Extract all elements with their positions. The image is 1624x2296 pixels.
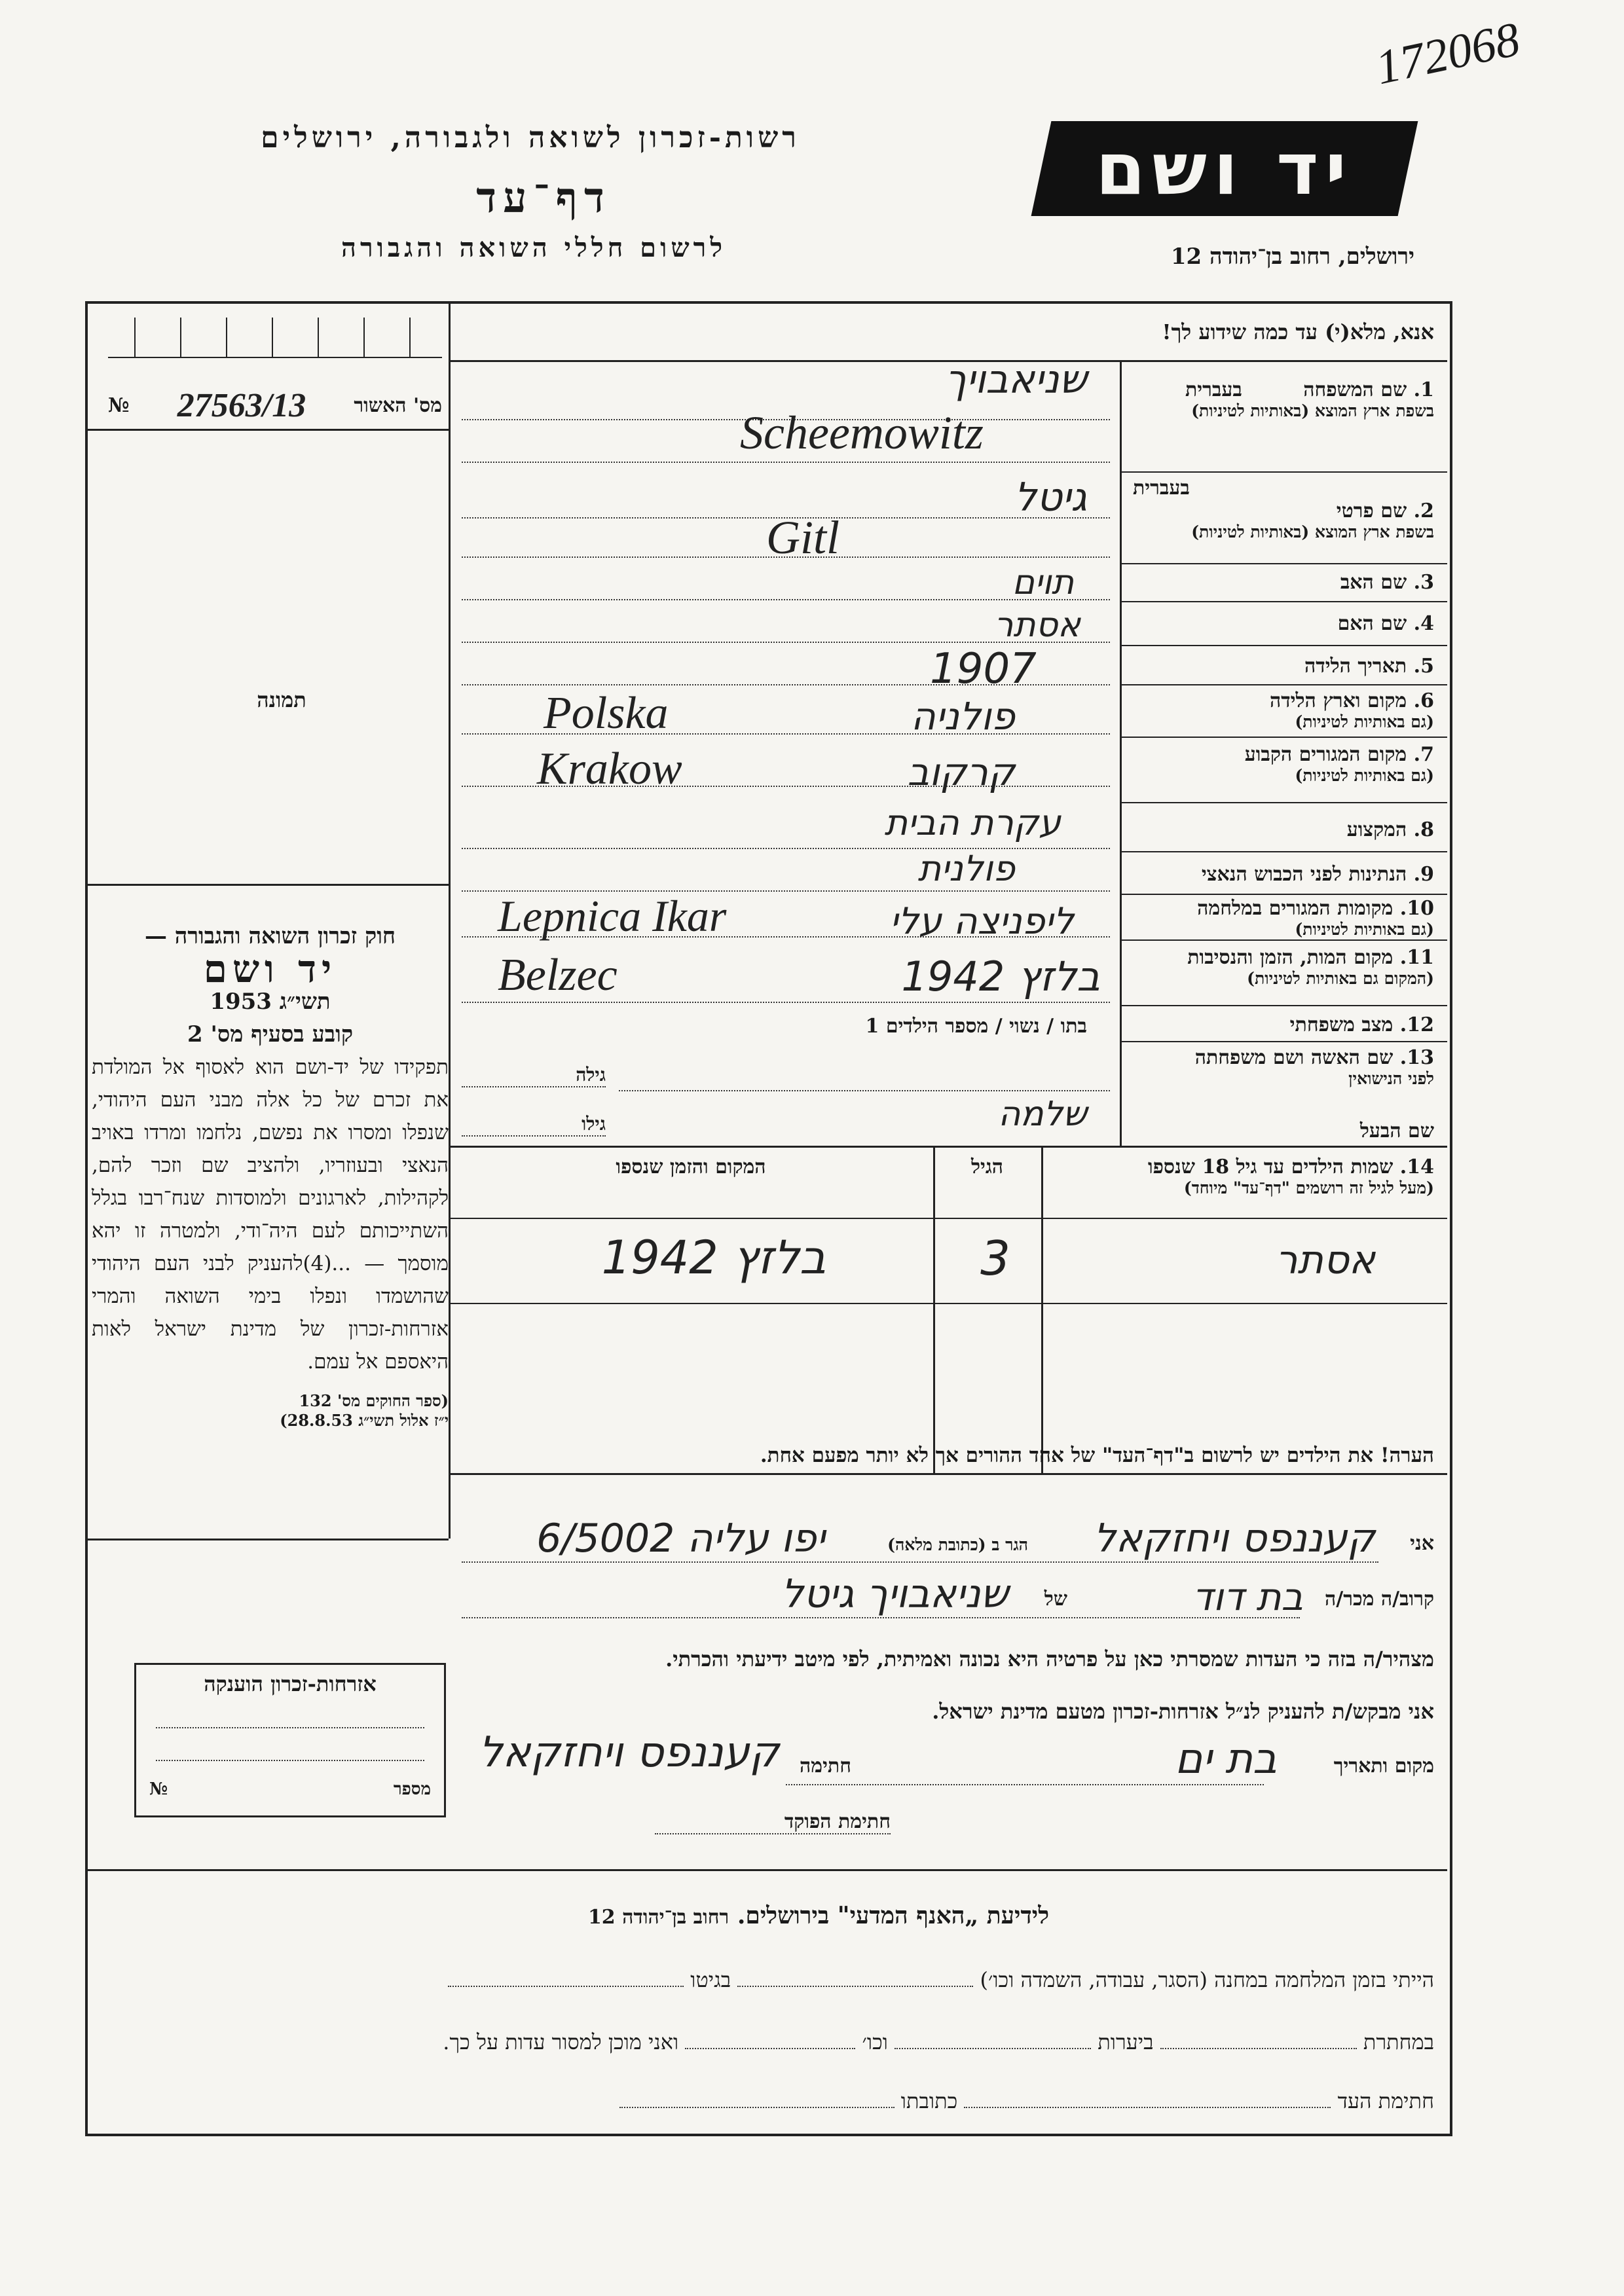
row-line [1120, 601, 1447, 602]
field-label: שם פרטי [1336, 500, 1407, 522]
row-line [1120, 737, 1447, 738]
field-num: 4. [1413, 612, 1434, 635]
field-sublabel: (גם באותיות לטיניות) [1295, 766, 1434, 785]
tick [134, 318, 136, 357]
death-place-latin: Belzec [498, 950, 618, 1000]
value-line [462, 462, 1110, 463]
organization-name: רשות-זכרון לשואה ולגבורה, ירושלים [261, 121, 800, 155]
field-sublabel: בשפת ארץ המוצא (באותיות לטיניות) [1191, 401, 1434, 420]
scientific-department-line [458, 1902, 1179, 1929]
wartime-residence-hebrew: ליפניצה עלי [889, 900, 1074, 943]
birth-date-value: 1907 [930, 645, 1037, 693]
residence-hebrew: קרקוב [907, 750, 1015, 794]
ghetto-label: בגיטו [690, 1967, 731, 1992]
children-note: הערה! את הילדים יש לרשום ב"דף־העד" של אחד ההורים אך לא יותר מפעם אחת. [760, 1444, 1434, 1467]
profession-value: עקרת הבית [884, 802, 1061, 843]
bottom-address: רחוב בן־יהודה 12 [587, 1906, 729, 1929]
first-name-hebrew: גיטל [1014, 475, 1087, 520]
field-family-name [1120, 378, 1434, 421]
photo-divider [85, 884, 449, 886]
tick [409, 318, 411, 357]
form-title: דף־עד [476, 173, 611, 223]
field-label: המקצוע [1346, 818, 1407, 841]
left-column-divider [449, 301, 451, 1539]
field-num: 7. [1413, 743, 1434, 766]
witness-sign-label: חתימת העד [1337, 2088, 1434, 2113]
number-sign: № [108, 394, 130, 417]
field-first-name [1120, 477, 1434, 542]
field-wife-name [1120, 1046, 1434, 1089]
law-reference-2: י״ז אלול תשי״ג 28.8.53) [280, 1411, 449, 1430]
cert-divider [85, 429, 449, 431]
field-label: שם האב [1340, 571, 1407, 594]
honor-num-sign: № [149, 1779, 168, 1799]
law-logo: יד ושם [203, 947, 337, 991]
row-line [1120, 894, 1447, 895]
field-num: 6. [1413, 689, 1434, 712]
row-line [1120, 939, 1447, 941]
children-place-header: המקום והזמן שנספו [616, 1156, 766, 1178]
intro-text: אנא, מלא(י) עד כמה שידוע לך! [1162, 319, 1434, 344]
field-label: שם הבעל [1359, 1120, 1434, 1142]
place-date-value: בת ים [1174, 1735, 1277, 1783]
child-place-value: בלזץ 1942 [601, 1231, 826, 1285]
witness-sign-line [964, 2107, 1331, 2108]
children-age-header: הגיל [970, 1156, 1004, 1178]
underground-row [92, 2030, 1434, 2054]
resides-label: הגר ב (כתובת מלאה) [887, 1535, 1028, 1554]
field-label: שם המשפחה [1303, 378, 1407, 401]
underground-label: במחתרת [1363, 2030, 1434, 2054]
witness-row [341, 2088, 1434, 2113]
field-sublabel: (גם באותיות לטיניות) [1295, 712, 1434, 731]
relation-label: קרוב/ה מכר/ה [1325, 1588, 1434, 1611]
sign-row [419, 1728, 1434, 1794]
camp-label: הייתי בזמן המלחמה במחנה (הסגר, עבודה, השמדה וכו׳) [980, 1967, 1434, 1992]
first-name-latin: Gitl [766, 511, 840, 564]
field-sublabel: בשפת ארץ המוצא (באותיות לטיניות) [1191, 522, 1434, 541]
field-sublabel: (גם באותיות לטיניות) [1295, 920, 1434, 939]
residence-latin: Krakow [537, 744, 682, 794]
row-line [1120, 1005, 1447, 1006]
field-num: 2. [1413, 500, 1434, 522]
children-header-line [933, 1218, 1447, 1219]
field-sublabel: (המקום גם באותיות לטיניות) [1247, 969, 1434, 988]
law-body: תפקידו של יד-ושם הוא לאסוף אל המולדת את זכרם של כל אלה מבני העם היהודי, שנפלו ומסרו את נפשם, נלחמו ומרדו באויב הנאצי ובעוזריו, ולהציב שם וזכר להם, לקהילות, לארגונים ולמוסדות שנח־רבו בגלל השתייכותם לעם היה־ודי, ולמטרה זו יהא מוסמך — ...(4)להעניק לבני העם היהודי שהושמדו ונפלו בימי השואה והמרי אזרחות-זכרון של מדינת ישראל לאות היאספם אל עמם. [92, 1055, 449, 1374]
field-num: 14. [1399, 1156, 1434, 1178]
tick [272, 318, 273, 357]
witness-address-label: כתובתו [900, 2088, 958, 2113]
honor-num-label: מספר [393, 1779, 431, 1799]
marital-status-value: בתו / נשוי / מספר הילדים 1 [865, 1015, 1087, 1038]
camp-row [341, 1967, 1434, 1992]
field-residence [1120, 743, 1434, 786]
declarant-row-1 [458, 1516, 1434, 1578]
citizenship-request: אני מבקש/ת להעניק לנ״ל אזרחות-זכרון מטעם מדינת ישראל. [932, 1699, 1434, 1724]
row-line [1120, 1041, 1447, 1042]
cert-boxes [108, 308, 442, 358]
field-wartime-residence [1120, 897, 1434, 939]
field-label: מקום המות, הזמן והנסיבות [1187, 946, 1393, 969]
field-num: 10. [1399, 897, 1434, 920]
honor-line [156, 1727, 424, 1728]
honor-box-title: אזרחות-זכרון הוענקה [204, 1671, 377, 1696]
field-nationality [1120, 863, 1434, 886]
field-death-place [1120, 946, 1434, 989]
field-num: 13. [1399, 1046, 1434, 1069]
row-line [1120, 851, 1447, 852]
family-name-hebrew: שניאבויך [945, 357, 1087, 403]
birth-place-latin: Polska [544, 688, 669, 738]
underground-line [1160, 2048, 1357, 2049]
bottom-title: לידיעת „האנף המדעי" בירושלים. [737, 1902, 1050, 1929]
header-address: ירושלים, רחוב בן־יהודה 12 [1170, 244, 1414, 270]
children-col-divider [933, 1146, 935, 1473]
husband-name-value: שלמה [998, 1095, 1087, 1134]
death-place-hebrew: בלזץ 1942 [901, 953, 1100, 1000]
bottom-section-line [85, 1869, 1447, 1871]
yad-vashem-logo [1031, 121, 1418, 216]
in-hebrew-label: בעברית [1133, 477, 1190, 500]
declarant-line [462, 1561, 1378, 1563]
field-label: מקום וארץ הלידה [1269, 689, 1407, 712]
place-date-line [786, 1784, 1264, 1785]
field-num: 11. [1399, 946, 1434, 969]
tick [226, 318, 227, 357]
field-label: מקומות המגורים במלחמה [1197, 897, 1393, 920]
field-birth-date [1120, 655, 1434, 678]
tick [180, 318, 181, 357]
honor-line [156, 1760, 424, 1761]
logo-text: יד ושם [1096, 126, 1354, 211]
children-header-line [449, 1218, 933, 1219]
law-title: חוק זכרון השואה והגבורה — [144, 923, 396, 949]
form-subtitle: לרשום חללי השואה והגבורה [341, 232, 727, 263]
field-sublabel: (מעל לגיל זה רושמים "דף־עד" מיוחד) [1183, 1178, 1434, 1197]
field-profession [1120, 818, 1434, 841]
field-mother-name [1120, 612, 1434, 635]
birth-place-hebrew: פולניה [910, 694, 1015, 738]
official-signature-label: חתימת הפוקד [655, 1810, 891, 1834]
ghetto-line [448, 1986, 684, 1987]
children-row-line [449, 1303, 1447, 1304]
law-section: קובע בסעיף מס' 2 [187, 1021, 354, 1048]
tick [318, 318, 319, 357]
field-marital-status [1120, 1013, 1434, 1036]
field-label: מצב משפחתי [1289, 1013, 1393, 1036]
row-line [1120, 684, 1447, 685]
nationality-value: פולנית [917, 848, 1015, 889]
field-num: 9. [1413, 863, 1434, 886]
field-label: הנתינות לפני הכבוש הנאצי [1201, 863, 1407, 886]
photo-label: תמונה [257, 687, 306, 712]
memorial-law-block [92, 920, 449, 1430]
children-header [1048, 1156, 1434, 1198]
place-date-label: מקום ותאריך [1333, 1755, 1434, 1777]
field-num: 3. [1413, 571, 1434, 594]
row-line [1120, 471, 1447, 473]
father-name-value: תוים [1012, 563, 1074, 602]
signature-label: חתימה [800, 1755, 851, 1777]
child-age-value: 3 [980, 1231, 1010, 1286]
ani-label: אני [1410, 1532, 1434, 1555]
row-line [1120, 802, 1447, 803]
section-line [449, 1146, 1447, 1148]
forests-line [895, 2048, 1091, 2049]
children-col-divider [1041, 1146, 1043, 1473]
field-num: 5. [1413, 655, 1434, 678]
field-num: 8. [1413, 818, 1434, 841]
wife-name-line [619, 1090, 1110, 1091]
memorial-citizenship-box [134, 1663, 446, 1817]
declarant-row-2 [458, 1571, 1434, 1630]
signature-value: קעננפס ויחזקאל [479, 1728, 779, 1777]
field-husband-name [1120, 1120, 1434, 1142]
wartime-residence-latin: Lepnica Ikar [498, 891, 727, 941]
of-label: של [1044, 1588, 1067, 1611]
wife-age-label: גילה [462, 1064, 606, 1087]
value-line [462, 1002, 1110, 1003]
field-label: מקום המגורים הקבוע [1244, 743, 1407, 766]
tick [363, 318, 365, 357]
law-reference-1: (ספר החוקים מס' 132 [299, 1391, 449, 1410]
relation-value: בת דוד [1192, 1575, 1303, 1619]
field-father-name [1120, 571, 1434, 594]
declarant-address: יפו עליה 6/5002 [536, 1516, 825, 1561]
etc-line [685, 2048, 855, 2049]
witness-address-line [619, 2107, 895, 2108]
husband-age-label: גילו [462, 1113, 606, 1137]
in-hebrew-label: בעברית [1185, 378, 1242, 401]
law-divider [85, 1539, 449, 1540]
forests-label: ביערות [1098, 2030, 1154, 2054]
mother-name-value: אסתר [993, 606, 1080, 645]
field-label: תאריך הלידה [1304, 655, 1407, 678]
row-line [1120, 563, 1447, 564]
children-bottom-line [449, 1473, 1447, 1475]
field-label: שם האם [1337, 612, 1407, 635]
camp-line [737, 1986, 973, 1987]
family-name-latin: Scheemowitz [740, 407, 984, 459]
honor-number-row [149, 1779, 431, 1799]
testimony-label: ואני מוכן למסור עדות על כך. [443, 2030, 679, 2054]
declaration-text: מצהיר/ה בזה כי העדות שמסרתי כאן על פרטיה היא נכונה ואמיתית, לפי מיטב ידיעתי והכרתי. [665, 1647, 1434, 1671]
field-birth-place [1120, 689, 1434, 732]
certificate-number-row [108, 386, 442, 425]
field-num: 12. [1399, 1013, 1434, 1036]
declarant-name: קעננפס ויחזקאל [1093, 1516, 1375, 1561]
field-label: שמות הילדים עד גיל 18 שנספו [1147, 1156, 1393, 1178]
row-line [1120, 645, 1447, 646]
field-sublabel: לפני הנישואין [1348, 1069, 1434, 1088]
certificate-label: מס' האשור [354, 394, 442, 417]
archive-stamp-number: 172068 [1371, 12, 1524, 96]
certificate-value: 27563/13 [177, 387, 306, 424]
child-name-value: אסתר [1275, 1237, 1375, 1283]
etc-label: וכו׳ [862, 2030, 888, 2054]
of-value: שניאבויך גיטל [781, 1571, 1008, 1617]
relation-line [462, 1617, 1300, 1618]
law-year: תשי״ג 1953 [210, 989, 331, 1015]
field-label: שם האשה ושם משפחתה [1194, 1046, 1393, 1069]
field-num: 1. [1413, 378, 1434, 401]
